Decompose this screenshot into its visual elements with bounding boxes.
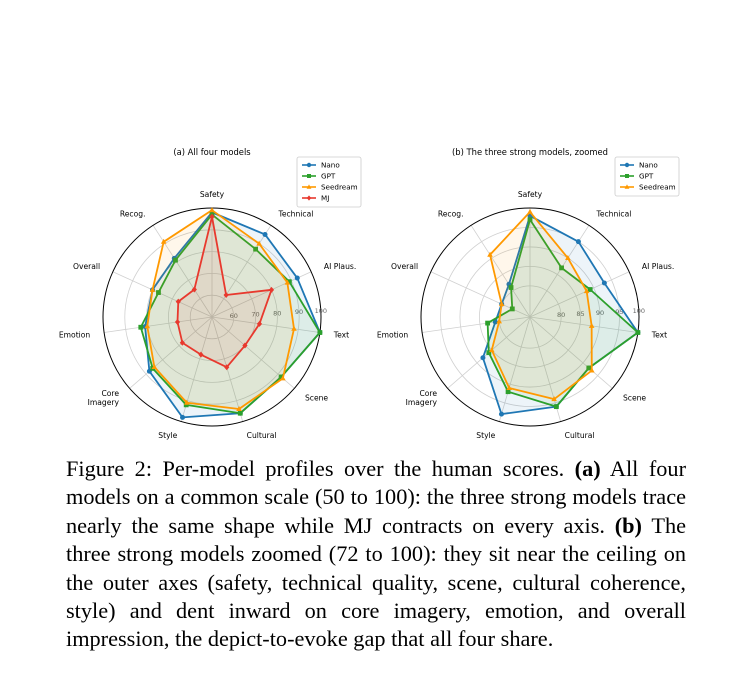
data-point-seedream — [527, 209, 533, 214]
axis-label-line: Text — [333, 330, 350, 340]
axis-label-core-imagery — [406, 389, 438, 407]
caption-panel-a-label: (a) — [574, 456, 601, 481]
axis-label-line: Technical — [278, 209, 314, 219]
axis-label-emotion — [59, 331, 91, 340]
axis-label-scene — [305, 394, 328, 403]
data-point-nano — [499, 412, 504, 417]
data-point-nano — [576, 239, 581, 244]
data-point-gpt — [317, 330, 322, 335]
axis-label-line: Core — [101, 389, 120, 399]
radial-tick-label: 95 — [615, 307, 624, 316]
data-point-nano — [602, 281, 607, 286]
axis-label-recog — [120, 210, 146, 219]
data-point-nano — [263, 232, 268, 237]
legend-label-nano: Nano — [321, 160, 340, 170]
axis-label-line: Style — [158, 431, 178, 441]
axis-label-ai-plaus — [324, 262, 356, 271]
axis-label-style — [158, 431, 177, 440]
axis-label-line: Imagery — [405, 398, 438, 408]
axis-label-cultural — [565, 431, 595, 440]
legend-label-gpt: GPT — [639, 171, 654, 181]
axis-label-cultural — [247, 431, 277, 440]
axis-label-line: Cultural — [246, 431, 277, 441]
legend-label-gpt: GPT — [321, 171, 336, 181]
axis-label-ai-plaus — [642, 262, 674, 271]
axis-label-style — [476, 431, 495, 440]
figure-caption — [66, 455, 686, 654]
axis-label-line: Core — [419, 389, 438, 399]
axis-label-text — [333, 331, 349, 340]
axis-label-core-imagery — [88, 389, 120, 407]
axis-label-line: Overall — [72, 261, 101, 271]
radial-tick-label: 90 — [294, 308, 304, 317]
legend-label-mj: MJ — [321, 193, 330, 203]
data-point-gpt — [138, 325, 143, 330]
data-point-gpt — [588, 287, 593, 292]
legend-label-nano: Nano — [639, 160, 658, 170]
radial-tick-label: 85 — [576, 310, 585, 319]
radar-chart-all-four-models — [59, 147, 361, 440]
axis-label-line: Imagery — [87, 398, 120, 408]
axis-label-line: Safety — [199, 190, 225, 199]
axis-label-line: Emotion — [58, 330, 91, 340]
legend-marker-gpt — [307, 174, 311, 178]
legend — [615, 157, 679, 196]
data-point-gpt — [238, 411, 243, 416]
axis-label-technical — [595, 210, 631, 219]
axis-label-overall — [391, 262, 418, 271]
axis-label-line: Text — [651, 330, 668, 340]
axis-label-scene — [623, 394, 646, 403]
radial-tick-label: 80 — [273, 309, 282, 318]
legend-label-seedream: Seedream — [639, 182, 676, 192]
data-point-gpt — [485, 321, 490, 326]
radial-tick-label: 90 — [595, 308, 605, 317]
legend-marker-nano — [307, 163, 311, 167]
caption-panel-b-text: The three strong models zoomed (72 to 100): they sit near the ceiling on the outer axes (safety, technical quality, scene, cultural coherence, style) and dent inward on core imagery, emotion, and overall impression, the depict-to-evoke gap that all four share. — [66, 512, 686, 652]
axis-label-line: Recog. — [437, 209, 464, 219]
legend-label-seedream: Seedream — [321, 182, 358, 192]
radial-tick-label: 100 — [632, 306, 646, 315]
radial-tick-label: 60 — [229, 311, 238, 320]
axis-label-recog — [438, 210, 464, 219]
radial-tick-label: 70 — [251, 310, 260, 319]
caption-intro: Per-model profiles over the human scores. — [152, 456, 575, 481]
data-point-gpt — [554, 404, 559, 409]
legend-marker-gpt — [625, 174, 629, 178]
chart-title: (b) The three strong models, zoomed — [452, 147, 608, 157]
axis-label-safety — [518, 190, 543, 199]
data-point-gpt — [635, 330, 640, 335]
axis-label-line: Scene — [622, 393, 647, 403]
axis-label-line: AI Plaus. — [323, 261, 357, 271]
caption-panel-b-label: (b) — [614, 512, 642, 538]
axis-label-line: Recog. — [119, 209, 146, 219]
axis-label-technical — [277, 210, 313, 219]
axis-label-text — [651, 331, 667, 340]
radial-tick-label: 80 — [556, 311, 566, 320]
axis-label-overall — [73, 262, 100, 271]
data-point-gpt — [506, 389, 511, 394]
axis-label-line: Style — [476, 431, 496, 441]
axis-label-line: Cultural — [564, 431, 595, 441]
axis-label-line: Safety — [517, 190, 543, 199]
caption-figure-label: Figure 2: — [66, 456, 153, 481]
radar-chart-strong-models-zoomed — [377, 147, 679, 440]
axis-label-line: AI Plaus. — [641, 261, 675, 271]
axis-label-line: Scene — [304, 393, 329, 403]
radial-tick-label: 100 — [314, 306, 328, 315]
axis-label-safety — [200, 190, 225, 199]
axis-label-line: Emotion — [376, 330, 409, 340]
axis-label-line: Overall — [390, 261, 419, 271]
data-point-nano — [480, 355, 485, 360]
axis-label-line: Technical — [596, 209, 632, 219]
data-point-nano — [180, 415, 185, 420]
legend-marker-nano — [625, 163, 629, 167]
data-point-nano — [295, 276, 300, 281]
chart-title: (a) All four models — [173, 147, 251, 157]
axis-label-emotion — [377, 331, 409, 340]
legend — [297, 157, 361, 207]
caption-panel-a-text: All four models on a common scale (50 to 100): the three strong models trace nearly the same shape while MJ contracts on every axis. — [66, 456, 686, 538]
